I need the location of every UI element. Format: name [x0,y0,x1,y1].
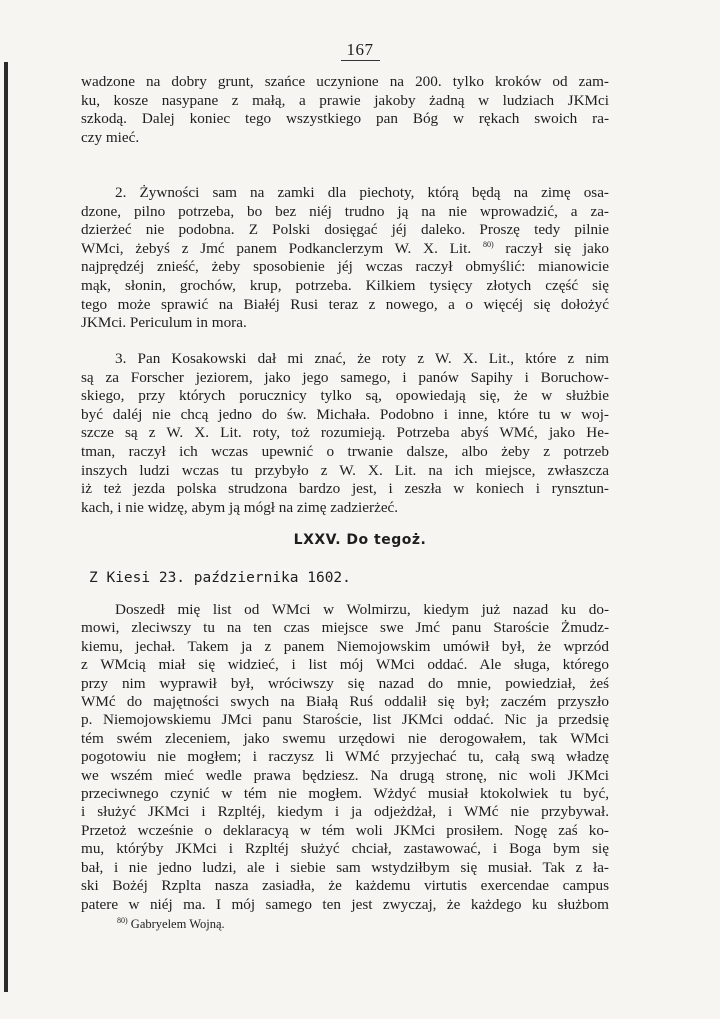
page-number: 167 [0,40,720,60]
text-line: dzone, pilno potrzeba, bo bez niéj trudno ją na nie wprowadzić, a za- [81,202,609,220]
paragraph-continuation [81,73,609,147]
text-line: wadzone na dobry grunt, szańce uczynione na 200. tylko kroków od zam- [81,73,609,90]
paragraph-3 [81,350,609,517]
scan-edge-shadow [4,62,8,992]
text-line: iż też jezda polska strudzona bardzo jest, i zeszła w koniech i rynsztun- [81,480,609,498]
text-line: we wszém mieć wedle prawa będziesz. Na drugą stronę, nic woli JKMci [81,766,609,784]
text-line: p. Niemojowskiemu JMci panu Staroście, list JKMci oddać. Nic ja przedsię [81,711,609,729]
text-line: kiemu, jechał. Takem ja z panem Niemojowskim umówił był, że wprzód [81,637,609,655]
text-line: skiego, przy których porucznicy tylko są, opowiedają się, że w służbie [81,387,609,405]
text-line: przeciwnego czynić w tém nie mogłem. Wżdyć musiał ktokolwiek tu być, [81,785,609,803]
text-line: inszych ludzi wczas tu przybyło z W. X. Lit. na ich miejsce, zwłaszcza [81,461,609,479]
text-line: Przetoż wcześnie o deklaracyą w tém woli JKMci prosiłem. Nogę zaś ko- [81,821,609,839]
letter-heading: LXXV. Do tegoż. [293,532,427,548]
text-line: najprędzéj znieść, żeby sposobienie jéj wczas raczył obmyślić: mianowicie [81,258,609,276]
text-line: ku, kosze nasypane z małą, a prawie jakoby żadną w ludziach JKMci [81,91,609,109]
text-fragment: raczył się jako [505,239,610,257]
text-line: są za Forscher jeziorem, jako jego samego, i panów Sapihy i Boruchow- [81,368,609,386]
text-line: kach, i nie widzę, abym ją mógł na zimę zadzierżeć. [81,498,399,516]
text-line: JKMci. Periculum in mora. [81,314,247,332]
footnote [117,916,225,932]
text-line: być daléj nie chcą jedno do św. Michała. Podobno i inne, które tu w woj- [81,405,609,423]
text-line: 3. Pan Kosakowski dał mi znać, że roty z W. X. Lit., które z nim [115,350,609,367]
text-line: ski Bożéj Rzplta nasza zasiadła, że każdemu virtutis exercendae campus [81,877,609,895]
letter-dateline: Z Kiesi 23. października 1602. [89,570,351,586]
text-line: tman, raczył ich wczas upewnić o trwanie dalsze, albo żeby z potrzeb [81,442,609,460]
text-line: mąk, słonin, grochów, krup, potrzeba. Kilkiem tysięcy złotych część się [81,276,609,294]
text-line: mu, którýby JKMci i Rzpltéj służyć chciał, zastawować, i Boga bym się [81,840,609,858]
text-line [81,240,609,259]
text-line: i służyć JKMci i Rzpltéj, kiedym i ja odjeżdżał, i WMć nie przybywał. [81,803,609,821]
footnote-text: Gabryelem Wojną. [130,917,225,932]
text-line: tém swém zleceniem, jako swemu urzędowi nie derogowałem, tak WMci [81,729,609,747]
text-line: dzierżeć nie podobna. Z Polski dosięgać jéj daleko. Proszę tedy pilnie [81,221,609,239]
text-line: 2. Żywności sam na zamki dla piechoty, którą będą na zimę osa- [115,184,609,201]
text-line: patere w niéj ma. I mój samego ten jest zwyczaj, że każdego ku służbom [81,895,609,913]
text-line: tego może sprawić na Białéj Rusi teraz z nowego, a o więcéj się dołożyć [81,295,609,313]
text-line: WMć do majętności swych na Białą Ruś oddalił się był; zaczém przyszło [81,693,609,711]
text-line: przy nim wyprawił był, wróciwszy się nazad do mnie, powiedział, żeś [81,674,609,692]
footnote-reference: 80) [482,239,494,249]
footnote-marker: 80) [117,916,128,925]
text-line: szcze są z W. X. Lit. roty, toż rozumieją. Potrzeba abyś WMć, jako He- [81,424,609,442]
text-line: z WMcią miał się widzieć, i list mój WMci oddać. Ale sługa, którego [81,656,609,674]
paragraph-2 [81,184,609,333]
text-line: szkodą. Dalej koniec tego wszystkiego pan Bóg w rękach swoich ra- [81,110,609,128]
text-line: bał, i nie jedno ludzi, ale i siebie sam wstydziłbym się musiał. Tak z ła- [81,858,609,876]
text-line: Doszedł mię list od WMci w Wolmirzu, kiedym już nazad ku do- [115,601,609,618]
letter-body [81,601,609,914]
text-line: pogotowiu nie mogłem; i raczysz li WMć przyjechać tu, całą swą władzę [81,748,609,766]
text-fragment: WMci, żebyś z Jmć panem Podkanclerzym W. X. Lit. [81,239,472,257]
text-line: czy mieć. [81,128,140,146]
text-line: mowi, zleciwszy tu na ten czas miejsce swe Jmć panu Staroście Żmudz- [81,619,609,637]
